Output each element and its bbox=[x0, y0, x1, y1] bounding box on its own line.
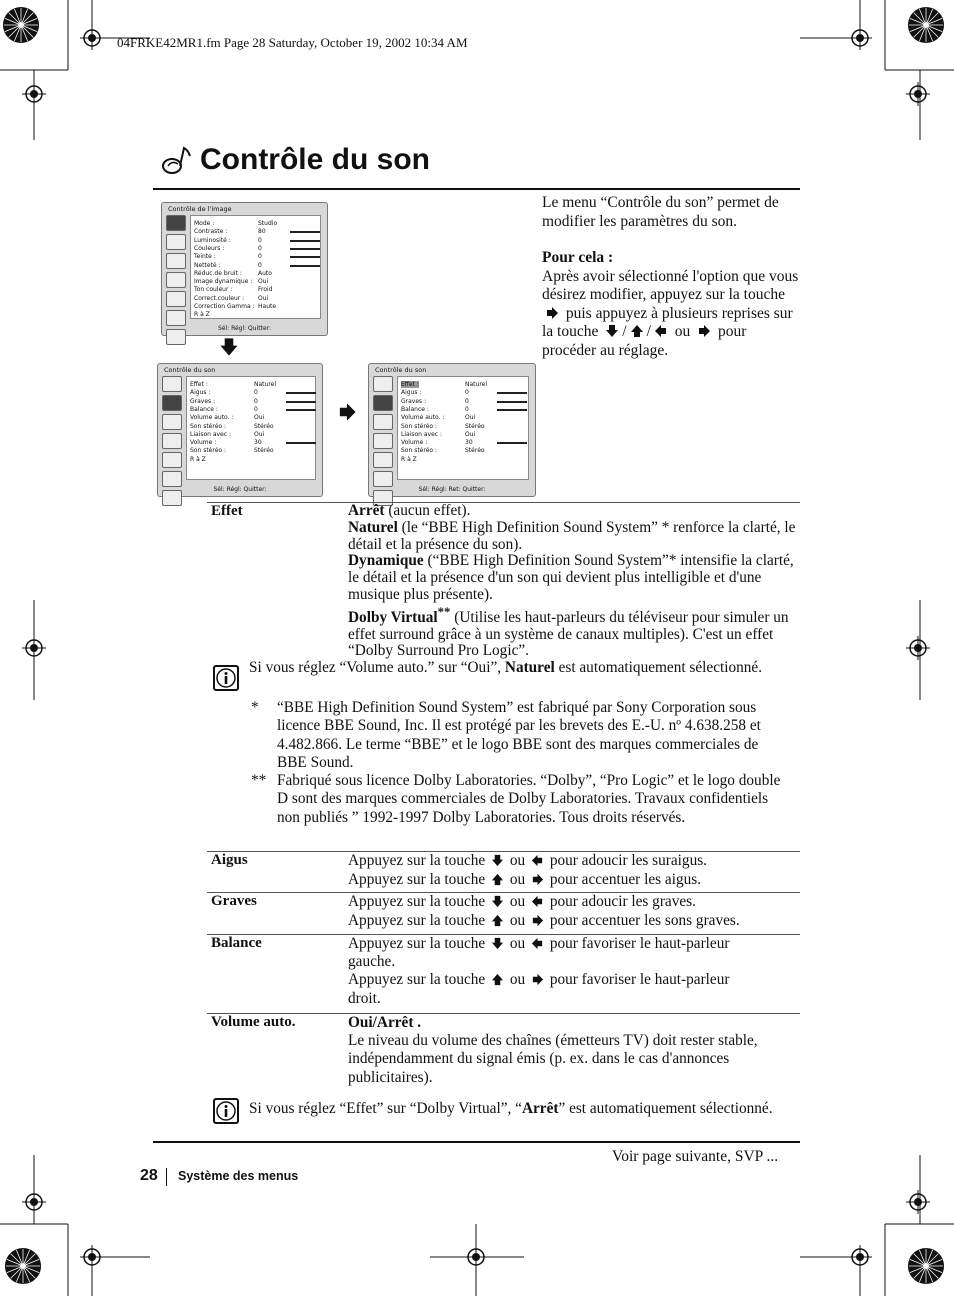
pre: Appuyez sur la touche bbox=[348, 935, 486, 952]
menu-icon bbox=[373, 452, 393, 468]
opt-arret: Arrêt bbox=[348, 502, 385, 519]
screen-sound-menu-selected bbox=[368, 363, 536, 497]
title-rule bbox=[153, 188, 800, 190]
ou: ou bbox=[509, 893, 526, 910]
section-name: Système des menus bbox=[178, 1169, 299, 1183]
menu-panel bbox=[186, 376, 316, 480]
pre: Appuyez sur la touche bbox=[348, 852, 486, 869]
menu-row-slider bbox=[290, 265, 320, 267]
menu-row-key: Aigus : bbox=[190, 389, 211, 397]
menu-row-value: 0 bbox=[254, 389, 258, 397]
music-note-icon bbox=[160, 144, 192, 176]
label-graves: Graves bbox=[211, 893, 257, 909]
footnote-mark: * bbox=[251, 699, 259, 716]
desc-balance bbox=[348, 935, 802, 1008]
menu-row-key: Correction Gamma : bbox=[194, 303, 255, 310]
intro-text bbox=[542, 194, 804, 360]
slash: / bbox=[622, 323, 627, 340]
screen-title: Contrôle de l'image bbox=[168, 205, 232, 213]
menu-row-value: Naturel bbox=[465, 381, 488, 388]
menu-row-value: 0 bbox=[258, 244, 262, 252]
menu-row bbox=[401, 405, 469, 413]
menu-row-slider bbox=[286, 409, 316, 411]
menu-row-value: 0 bbox=[258, 236, 262, 244]
opt-dynamique-desc: (“BBE High Definition Sound System”* intensifie la clarté, le détail et la présence d'un son qui devient plus intelligible et d'une musique plus présente). bbox=[348, 552, 794, 603]
l1: pour favoriser le haut-parleur bbox=[549, 935, 730, 952]
menu-row bbox=[190, 414, 265, 422]
menu-row-key: Mode : bbox=[194, 220, 215, 227]
menu-icon bbox=[373, 395, 393, 411]
menu-row-value: 30 bbox=[254, 439, 262, 447]
menu-row-slider bbox=[290, 248, 320, 250]
l1b: gauche. bbox=[348, 953, 396, 971]
menu-row-slider bbox=[290, 256, 320, 258]
menu-row-key: Graves : bbox=[190, 397, 216, 405]
menu-row bbox=[401, 414, 476, 422]
intro-p2 bbox=[542, 268, 804, 361]
ou: ou bbox=[509, 911, 526, 929]
arrow-up-icon bbox=[491, 914, 504, 927]
info-icon bbox=[213, 665, 239, 691]
menu-icon bbox=[166, 272, 186, 288]
intro-p1: Le menu “Contrôle du son” permet de modifier les paramètres du son. bbox=[542, 194, 779, 230]
menu-row-value: 80 bbox=[258, 228, 266, 236]
volume-desc: Le niveau du volume des chaînes (émetteurs TV) doit rester stable, indépendamment du signal émis (p. ex. dans le cas d'annonces publicitaires). bbox=[348, 1032, 758, 1086]
menu-row-slider bbox=[286, 392, 316, 394]
menu-row-slider bbox=[290, 240, 320, 242]
menu-row-key: Son stéréo : bbox=[190, 447, 226, 455]
menu-row bbox=[190, 397, 258, 405]
ou: ou bbox=[509, 935, 526, 952]
menu-row-key: Son stéréo : bbox=[401, 422, 437, 430]
menu-icon bbox=[373, 433, 393, 449]
menu-row-value: Auto bbox=[258, 269, 272, 277]
menu-row-value: Haute bbox=[258, 303, 277, 310]
file-info: 04FRKE42MR1.fm Page 28 Saturday, October 19, 2002 10:34 AM bbox=[117, 35, 468, 50]
opt-naturel-desc: (le “BBE High Definition Sound System” * renforce la clarté, le détail et la présence du son). bbox=[348, 518, 796, 553]
menu-row-slider bbox=[286, 401, 316, 403]
menu-row bbox=[190, 456, 206, 463]
menu-row-slider bbox=[290, 231, 320, 233]
menu-row bbox=[190, 439, 262, 447]
menu-icon bbox=[162, 433, 182, 449]
screen-sound-menu bbox=[157, 363, 323, 497]
pre: Appuyez sur la touche bbox=[348, 870, 486, 888]
note2c: ” est automatiquement sélectionné. bbox=[558, 1100, 773, 1117]
menu-row-key: R à Z bbox=[190, 455, 206, 463]
menu-row-key: Correct.couleur : bbox=[194, 294, 245, 302]
menu-row-value: 0 bbox=[465, 397, 469, 405]
menu-row bbox=[401, 422, 485, 430]
screen-footer: Sél: Régl: Quitter: bbox=[217, 325, 272, 332]
arrow-left-icon bbox=[654, 324, 668, 338]
menu-row-slider bbox=[497, 401, 527, 403]
menu-row bbox=[401, 456, 417, 463]
menu-row bbox=[401, 439, 473, 447]
opt-dynamique: Dynamique bbox=[348, 552, 424, 570]
menu-row-key: Effet : bbox=[401, 381, 419, 388]
menu-row-key: R à Z bbox=[401, 455, 417, 463]
intro-p2c: ou bbox=[674, 323, 691, 340]
footnote-dolby bbox=[251, 772, 787, 827]
menu-row-key: Contraste : bbox=[194, 228, 228, 236]
bottom-rule bbox=[153, 1141, 800, 1143]
label-effet: Effet bbox=[211, 503, 243, 519]
arrow-right-icon bbox=[545, 306, 559, 320]
pre: Appuyez sur la touche bbox=[348, 911, 486, 929]
menu-row-key: Couleurs : bbox=[194, 244, 225, 252]
arrow-right-icon bbox=[333, 402, 361, 422]
l2: pour accentuer les sons graves. bbox=[549, 911, 740, 929]
menu-panel bbox=[397, 376, 529, 480]
arrow-up-icon bbox=[491, 973, 504, 986]
menu-row bbox=[190, 447, 274, 455]
note-dolby-virtual bbox=[249, 1101, 789, 1118]
menu-row bbox=[190, 422, 274, 430]
menu-row-value: Studio bbox=[258, 220, 278, 227]
page-title-row bbox=[160, 143, 430, 177]
menu-row-value: Froid bbox=[258, 286, 273, 294]
menu-row bbox=[194, 294, 269, 302]
menu-row bbox=[194, 311, 210, 318]
menu-row-key: Balance : bbox=[401, 405, 429, 413]
note1c: est automatiquement sélectionné. bbox=[554, 659, 763, 676]
menu-icon bbox=[162, 452, 182, 468]
menu-row-slider bbox=[497, 442, 527, 444]
menu-row bbox=[194, 278, 269, 286]
pre: Appuyez sur la touche bbox=[348, 971, 486, 989]
menu-row-slider bbox=[497, 409, 527, 411]
arrow-right-icon bbox=[531, 914, 544, 927]
opt-dolby: Dolby Virtual bbox=[348, 608, 438, 626]
opt-naturel: Naturel bbox=[348, 518, 398, 536]
menu-row bbox=[401, 381, 488, 388]
screen-title: Contrôle du son bbox=[164, 366, 216, 374]
menu-icon bbox=[166, 234, 186, 250]
menu-row-value: Stéréo bbox=[465, 447, 485, 455]
opt-arret-desc: (aucun effet). bbox=[384, 502, 471, 519]
menu-icon bbox=[166, 215, 186, 231]
l2b: droit. bbox=[348, 989, 381, 1007]
arrow-right-icon bbox=[697, 324, 711, 338]
menu-row-value: 0 bbox=[465, 389, 469, 397]
opt: Oui/Arrêt . bbox=[348, 1014, 422, 1031]
menu-row-key: Volume : bbox=[401, 439, 428, 447]
menu-row bbox=[194, 228, 266, 236]
note1a: Si vous réglez “Volume auto.” sur “Oui”, bbox=[249, 659, 505, 676]
menu-row bbox=[194, 253, 262, 261]
menu-row-key: Ton couleur : bbox=[194, 286, 233, 294]
note2b: Arrêt bbox=[521, 1100, 559, 1117]
menu-row bbox=[190, 430, 265, 438]
menu-icon bbox=[162, 395, 182, 411]
l1: pour adoucir les graves. bbox=[549, 893, 696, 910]
menu-icon bbox=[166, 291, 186, 307]
menu-row-value: 0 bbox=[258, 261, 262, 269]
menu-row-value: Stéréo bbox=[465, 422, 485, 430]
ou: ou bbox=[509, 852, 526, 869]
arrow-right-icon bbox=[531, 873, 544, 886]
opt-dolby-desc: (Utilise les haut-parleurs du téléviseur pour simuler un effet surround grâce à un système de canaux multiples). C'est un effet “Dolby Surround Pro Logic”. bbox=[348, 608, 789, 660]
menu-row bbox=[194, 244, 262, 252]
arrow-down-icon bbox=[491, 937, 504, 950]
menu-row-slider bbox=[286, 442, 316, 444]
menu-row-key: Volume auto. : bbox=[190, 414, 234, 422]
menu-row-key: Liaison avec : bbox=[190, 430, 232, 438]
screen-footer: Sél: Régl: Ret: Quitter: bbox=[418, 486, 486, 493]
menu-row bbox=[194, 303, 277, 310]
menu-row bbox=[401, 447, 485, 455]
note-volume-auto bbox=[249, 660, 789, 677]
menu-row bbox=[190, 405, 258, 413]
arrow-left-icon bbox=[531, 895, 544, 908]
menu-icon bbox=[166, 310, 186, 326]
footer-divider bbox=[166, 1168, 167, 1186]
menu-row-value: Naturel bbox=[254, 381, 277, 388]
menu-row-value: Oui bbox=[254, 430, 265, 438]
menu-row-value: 0 bbox=[258, 253, 262, 261]
menu-icon bbox=[162, 414, 182, 430]
menu-row bbox=[190, 381, 277, 388]
label-volume-auto: Volume auto. bbox=[211, 1014, 296, 1030]
intro-p2d: pour procéder au réglage. bbox=[542, 323, 747, 359]
menu-row-value: 0 bbox=[465, 405, 469, 413]
menu-row-key: Netteté : bbox=[194, 261, 221, 269]
menu-icon bbox=[162, 471, 182, 487]
desc-effet bbox=[348, 503, 802, 660]
menu-row-key: Balance : bbox=[190, 405, 218, 413]
menu-icon bbox=[373, 376, 393, 392]
arrow-left-icon bbox=[531, 854, 544, 867]
menu-row-key: Image dynamique : bbox=[194, 278, 253, 286]
menu-icon bbox=[166, 253, 186, 269]
menu-row-key: Liaison avec : bbox=[401, 430, 443, 438]
ou: ou bbox=[509, 870, 526, 888]
menu-row-value: 0 bbox=[254, 397, 258, 405]
menu-row-value: Stéréo bbox=[254, 422, 274, 430]
menu-row-key: R à Z bbox=[194, 311, 210, 319]
menu-row-value: Oui bbox=[258, 294, 269, 302]
arrow-right-icon bbox=[531, 973, 544, 986]
arrow-down-icon bbox=[491, 854, 504, 867]
menu-row-key: Son stéréo : bbox=[190, 422, 226, 430]
arrow-up-icon bbox=[630, 324, 644, 338]
menu-panel bbox=[190, 215, 321, 319]
arrow-left-icon bbox=[531, 937, 544, 950]
next-page-hint: Voir page suivante, SVP ... bbox=[612, 1148, 779, 1165]
label-aigus: Aigus bbox=[211, 852, 248, 868]
menu-row bbox=[401, 430, 476, 438]
footnote-bbe-text: “BBE High Definition Sound System” est fabriqué par Sony Corporation sous licence BBE Sound, Inc. Il est protégé par les brevets des E.-U. nº 4.638.258 et 4.482.866. Le terme “BBE” et le logo BBE sont des marques commerciales de BBE Sound. bbox=[277, 699, 761, 772]
footnote-bbe bbox=[251, 699, 787, 773]
menu-row bbox=[401, 389, 469, 397]
screen-title: Contrôle du son bbox=[375, 366, 427, 374]
menu-row-key: Teinte : bbox=[194, 253, 216, 261]
menu-row-value: Oui bbox=[465, 414, 476, 422]
menu-icon bbox=[373, 414, 393, 430]
note2a: Si vous réglez “Effet” sur “Dolby Virtual”, “ bbox=[249, 1100, 522, 1117]
menu-row-value: Stéréo bbox=[254, 447, 274, 455]
menu-row bbox=[190, 389, 258, 397]
menu-row-key: Luminosité : bbox=[194, 236, 231, 244]
info-icon bbox=[213, 1098, 239, 1124]
menu-row-key: Volume auto. : bbox=[401, 414, 445, 422]
intro-p2b: puis appuyez à plusieurs reprises sur la touche bbox=[542, 304, 793, 340]
menu-row bbox=[194, 236, 262, 244]
menu-row bbox=[194, 220, 278, 227]
l1: pour adoucir les suraigus. bbox=[549, 852, 707, 869]
arrow-down-icon bbox=[219, 334, 239, 360]
menu-row-slider bbox=[497, 392, 527, 394]
dolby-sup: ** bbox=[437, 604, 451, 619]
menu-row-key: Volume : bbox=[190, 439, 217, 447]
menu-row bbox=[401, 397, 469, 405]
menu-row-key: Graves : bbox=[401, 397, 427, 405]
desc-graves bbox=[348, 893, 802, 930]
menu-row bbox=[194, 261, 262, 269]
label-balance: Balance bbox=[211, 935, 262, 951]
menu-row-key: Son stéréo : bbox=[401, 447, 437, 455]
menu-row-key: Réduc.de bruit : bbox=[194, 269, 242, 277]
intro-how-label: Pour cela : bbox=[542, 249, 614, 266]
arrow-down-icon bbox=[605, 324, 619, 338]
footnote-dolby-text: Fabriqué sous licence Dolby Laboratories. “Dolby”, “Pro Logic” et le logo double D sont des marques commerciales de Dolby Laboratories. Travaux confidentiels non publiés ” 1992-1997 Dolby Laboratories. Tous droits réservés. bbox=[277, 772, 781, 826]
arrow-up-icon bbox=[491, 873, 504, 886]
menu-row-key: Aigus : bbox=[401, 389, 422, 397]
menu-row-value: 30 bbox=[465, 439, 473, 447]
l2: pour accentuer les aigus. bbox=[549, 870, 702, 888]
desc-aigus bbox=[348, 852, 802, 889]
screen-footer: Sél: Régl: Quitter: bbox=[213, 486, 267, 493]
footnote-mark: ** bbox=[251, 772, 267, 789]
menu-row bbox=[194, 269, 272, 277]
menu-row-value: Oui bbox=[258, 278, 269, 286]
slash: / bbox=[646, 323, 651, 340]
menu-row-key: Effet : bbox=[190, 381, 208, 388]
pre: Appuyez sur la touche bbox=[348, 893, 486, 910]
menu-icon bbox=[373, 471, 393, 487]
arrow-down-icon bbox=[491, 895, 504, 908]
menu-icon bbox=[162, 376, 182, 392]
ou: ou bbox=[509, 971, 526, 989]
screen-image-menu bbox=[161, 202, 328, 336]
l2: pour favoriser le haut-parleur bbox=[549, 971, 730, 989]
menu-row-value: 0 bbox=[254, 405, 258, 413]
note1b: Naturel bbox=[504, 659, 555, 676]
desc-volume-auto bbox=[348, 1014, 802, 1087]
menu-row-value: Oui bbox=[465, 430, 476, 438]
menu-row bbox=[194, 286, 273, 294]
page-number: 28 bbox=[140, 1167, 158, 1184]
intro-p2a: Après avoir sélectionné l'option que vous désirez modifier, appuyez sur la touche bbox=[542, 267, 799, 303]
menu-row-value: Oui bbox=[254, 414, 265, 422]
page-title: Contrôle du son bbox=[200, 143, 430, 176]
